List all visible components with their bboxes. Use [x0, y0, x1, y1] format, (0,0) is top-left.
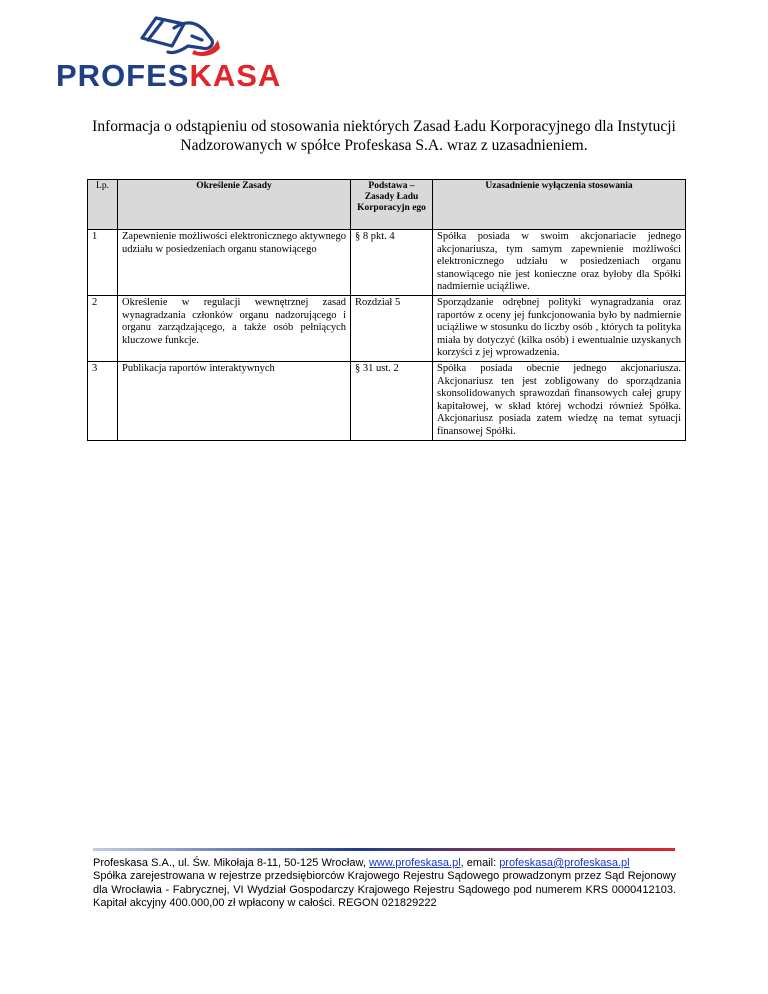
governance-exceptions-table [87, 179, 686, 441]
cell-basis: § 31 ust. 2 [351, 361, 433, 440]
header-justification: Uzasadnienie wyłączenia stosowania [433, 180, 686, 230]
table-row [88, 361, 686, 440]
hand-with-cards-icon [134, 10, 224, 60]
cell-rule: Określenie w regulacji wewnętrznej zasad wynagradzania członków organu nadzorującego i organu zarządzającego, a także osób pełniących kluczowe funkcje. [118, 295, 351, 361]
footer-divider [93, 848, 675, 851]
cell-basis: Rozdział 5 [351, 295, 433, 361]
cell-justification: Spółka posiada obecnie jednego akcjonariusza. Akcjonariusz ten jest zobligowany do sporządzania skonsolidowanych sprawozdań finansowych całej grupy kapitałowej, w skład której wchodzi również Spółka. Akcjonariusz posiada zatem wiedzę na temat sytuacji finansowej Spółki. [433, 361, 686, 440]
table-header-row [88, 180, 686, 230]
table-row [88, 230, 686, 296]
cell-lp: 3 [88, 361, 118, 440]
logo-text-kasa: KASA [189, 58, 282, 93]
footer-address-line [93, 857, 676, 870]
footer-registration: Spółka zarejestrowana w rejestrze przedsiębiorców Krajowego Rejestru Sądowego prowadzonym przez Sąd Rejonowy dla Wrocławia - Fabrycznej, VI Wydział Gospodarczy Krajowego Rejestru Sądowego pod numerem KRS 0000412103. Kapitał akcyjny 400.000,00 zł wpłacony w całości. REGON 021829222 [93, 870, 676, 910]
header-basis: Podstawa – Zasady Ładu Korporacyjn ego [351, 180, 433, 230]
cell-justification: Sporządzanie odrębnej polityki wynagradzania oraz raportów z oceny jej funkcjonowania było by nadmiernie uciążliwe w stosunku do liczby osób , których ta polityka miała by dotyczyć (kilka osób) i ewentualnie uzyskanych korzyści z jej wprowadzenia. [433, 295, 686, 361]
website-link[interactable]: www.profeskasa.pl [368, 857, 461, 869]
header-lp: Lp. [88, 180, 118, 230]
logo-text-profes: PROFES [56, 58, 190, 93]
logo-wordmark [56, 58, 281, 94]
footer-address: Profeskasa S.A., ul. Św. Mikołaja 8-11, 50-125 Wrocław, [93, 857, 369, 869]
footer [93, 857, 676, 911]
header-rule: Określenie Zasady [118, 180, 351, 230]
cell-rule: Zapewnienie możliwości elektronicznego aktywnego udziału w posiedzeniach organu stanowiącego [118, 230, 351, 296]
email-link[interactable]: profeskasa@profeskasa.pl [499, 857, 630, 869]
cell-rule: Publikacja raportów interaktywnych [118, 361, 351, 440]
cell-lp: 1 [88, 230, 118, 296]
company-logo [56, 10, 306, 93]
cell-justification: Spółka posiada w swoim akcjonariacie jednego akcjonariusza, tym samym zapewnienie możliwości elektronicznego udziału w posiedzeniach organu stanowiącego nie jest konieczne oraz byłoby dla Spółki nadmiernie uciążliwe. [433, 230, 686, 296]
footer-email-label: , email: [460, 857, 500, 869]
table-row [88, 295, 686, 361]
cell-lp: 2 [88, 295, 118, 361]
cell-basis: § 8 pkt. 4 [351, 230, 433, 296]
document-title: Informacja o odstąpieniu od stosowania niektórych Zasad Ładu Korporacyjnego dla Instytucji Nadzorowanych w spółce Profeskasa S.A. wraz z uzasadnieniem. [92, 118, 676, 154]
